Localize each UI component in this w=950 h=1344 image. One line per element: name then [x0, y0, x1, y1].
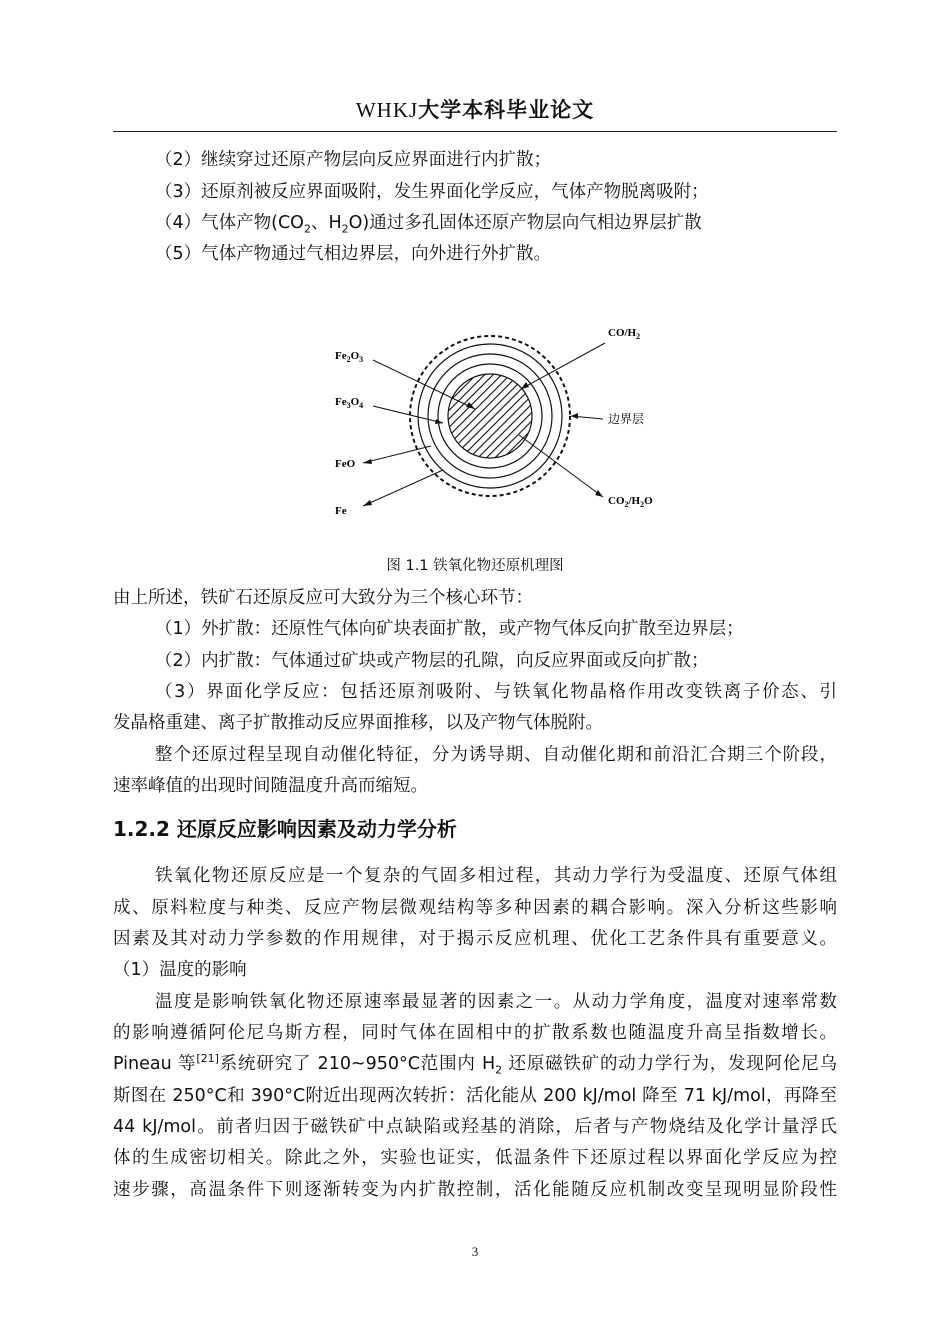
page-number: 3: [471, 1244, 479, 1259]
section-heading: 1.2.2 还原反应影响因素及动力学分析: [113, 817, 457, 841]
step-5: （5）气体产物通过气相边界层，向外进行外扩散。: [155, 244, 552, 264]
summary-point-3-line-1: （3）界面化学反应：包括还原剂吸附、与铁氧化物晶格作用改变铁离子价态、引: [155, 682, 837, 702]
para2-line-3-a: Pineau 等: [113, 1054, 197, 1074]
subheading-temperature: （1）温度的影响: [113, 960, 247, 980]
label-boundary-layer: 边界层: [608, 412, 645, 426]
arrow-co2h2o: [519, 435, 603, 497]
para2-line-2: 的影响遵循阿伦尼乌斯方程，同时气体在固相中的扩散系数也随温度升高呈指数增长。: [113, 1023, 837, 1043]
step-4-part-c: O)通过多孔固体还原产物层向气相边界层扩散: [348, 213, 702, 233]
fe2o3-core-circle: [448, 374, 532, 458]
label-co-h2: $CO/H_2$: [608, 327, 641, 341]
para2-line-3-sub: 2: [495, 1063, 503, 1077]
summary-point-2: （2）内扩散：气体通过矿块或产物层的孔隙，向反应界面或反向扩散；: [155, 651, 709, 671]
para2-line-7: 速步骤，高温条件下则逐渐转变为内扩散控制，活化能随反应机制改变呈现明显阶段性: [113, 1180, 837, 1200]
step-4-sub-2: 2: [341, 222, 349, 236]
para2-line-5: 44 kJ/mol。前者归因于磁铁矿中点缺陷或羟基的消除，后者与产物烧结及化学计量浮氏: [113, 1117, 837, 1137]
summary-intro: 由上所述，铁矿石还原反应可大致分为三个核心环节：: [113, 588, 533, 608]
para2-line-1: 温度是影响铁氧化物还原速率最显著的因素之一。从动力学角度，温度对速率常数: [155, 992, 837, 1012]
step-2: （2）继续穿过还原产物层向反应界面进行内扩散；: [155, 150, 552, 170]
label-fe: Fe: [335, 505, 347, 517]
step-4-part-b: 、H: [310, 213, 342, 233]
summary-point-3-line-2: 发晶格重建、离子扩散推动反应界面推移，以及产物气体脱附。: [113, 713, 603, 733]
header-title-cn: 大学本科毕业论文: [418, 98, 595, 122]
header-rule: [113, 131, 837, 132]
para1-line-3: 因素及其对动力学参数的作用规律，对于揭示反应机理、优化工艺条件具有重要意义。: [113, 929, 837, 949]
para2-line-3-c: 还原磁铁矿的动力学行为，发现阿伦尼乌: [502, 1054, 837, 1074]
arrow-fe2o3: [373, 360, 475, 409]
arrow-fe3o4: [373, 406, 443, 423]
para1-line-1: 铁氧化物还原反应是一个复杂的气固多相过程，其动力学行为受温度、还原气体组: [155, 866, 837, 886]
step-4-part-a: （4）气体产物(CO: [155, 213, 304, 233]
header-title-roman: WHKJ: [355, 98, 419, 122]
para2-line-4: 斯图在 250°C和 390°C附近出现两次转折：活化能从 200 kJ/mol 降至 71 kJ/mol，再降至: [113, 1086, 837, 1106]
para2-line-3: [113, 1049, 837, 1079]
label-co2-h2o: $CO_2/H_2O$: [608, 495, 653, 509]
label-fe3o4: $Fe_3O_4$: [335, 396, 364, 410]
para2-line-6: 体的生成密切相关。除此之外，实验也证实，低温条件下还原过程以界面化学反应为控: [113, 1148, 837, 1168]
step-3: （3）还原剂被反应界面吸附，发生界面化学反应，气体产物脱离吸附；: [155, 182, 709, 202]
arrow-fe: [363, 470, 443, 506]
citation-21: [21]: [196, 1052, 219, 1066]
figure-caption: 图 1.1 铁氧化物还原机理图: [386, 558, 564, 574]
running-header: [0, 94, 950, 124]
label-feo: FeO: [335, 458, 356, 470]
reduction-mechanism-figure: [325, 313, 705, 528]
label-fe2o3: $Fe_2O_3$: [335, 350, 364, 364]
step-4-sub-1: 2: [303, 222, 311, 236]
autocatalysis-line-1: 整个还原过程呈现自动催化特征，分为诱导期、自动催化期和前沿汇合期三个阶段，: [155, 745, 837, 765]
para2-line-3-b: 系统研究了 210~950°C范围内 H: [218, 1054, 496, 1074]
summary-point-1: （1）外扩散：还原性气体向矿块表面扩散，或产物气体反向扩散至边界层；: [155, 619, 744, 639]
step-4: [155, 208, 837, 238]
autocatalysis-line-2: 速率峰值的出现时间随温度升高而缩短。: [113, 776, 428, 796]
para1-line-2: 成、原料粒度与种类、反应产物层微观结构等多种因素的耦合影响。深入分析这些影响: [113, 898, 837, 918]
